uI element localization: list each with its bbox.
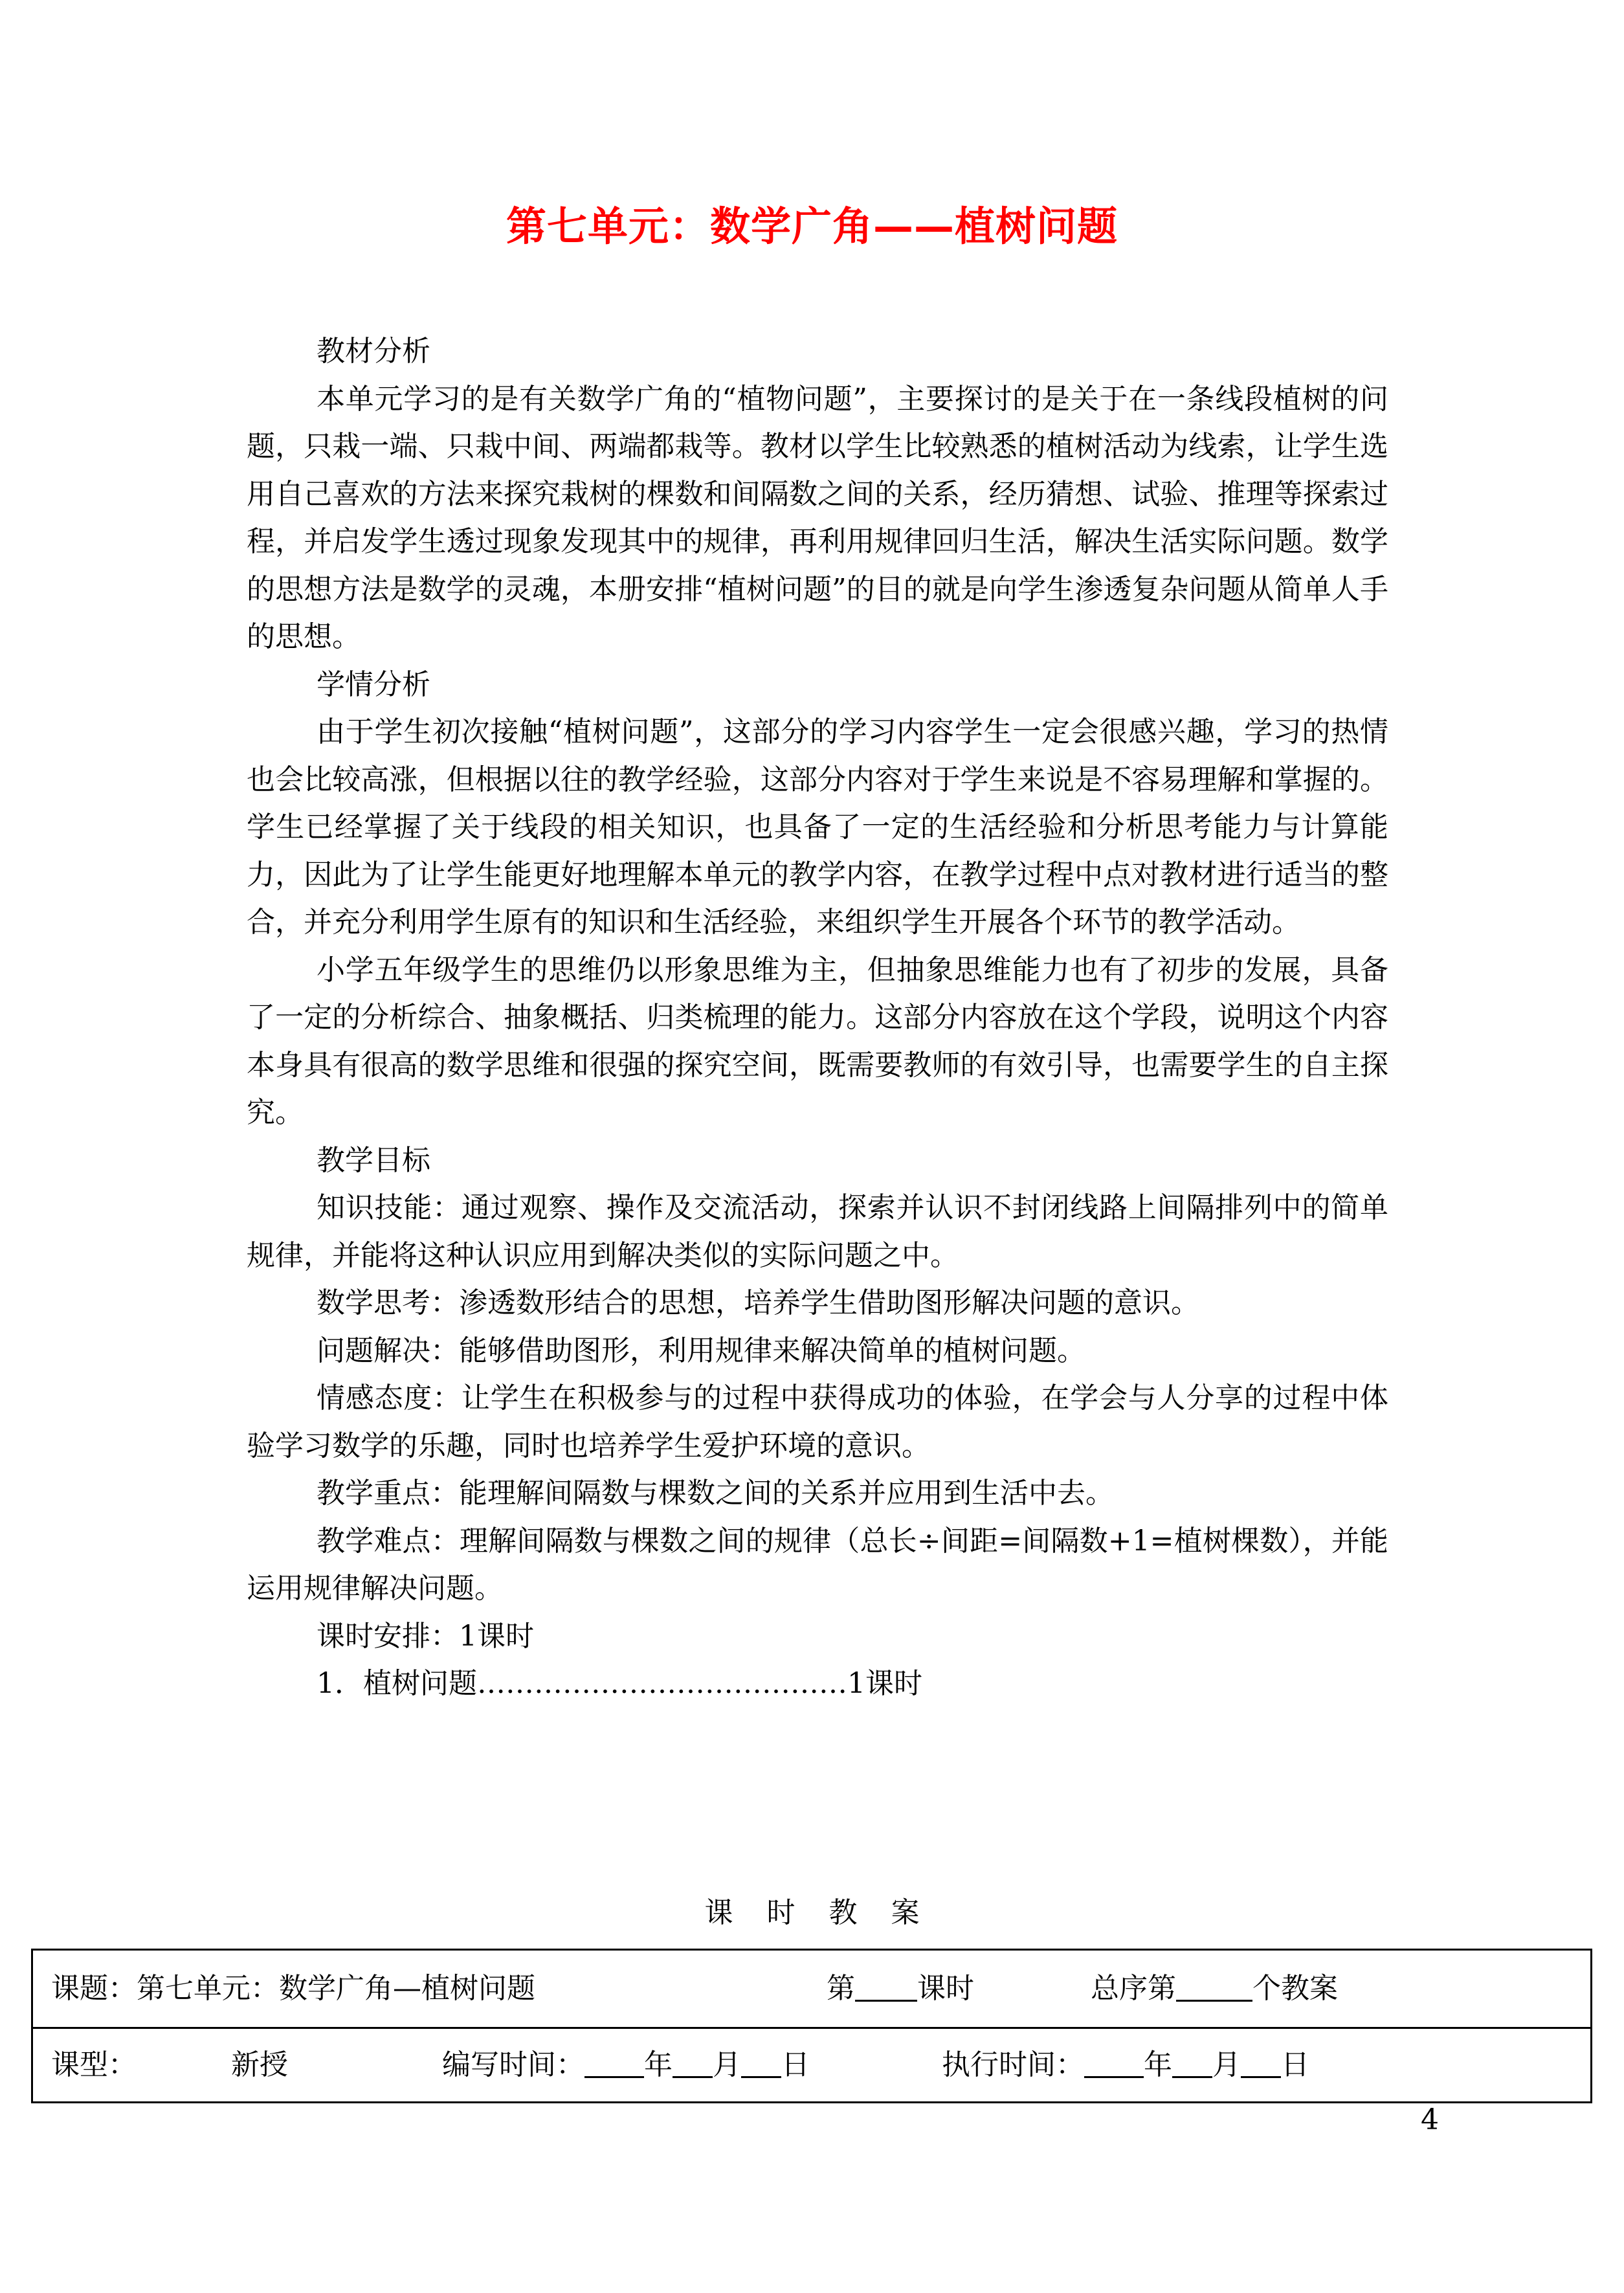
lesson-sequence-prefix: 总序第 — [1091, 1972, 1176, 2005]
executed-date-label: 执行时间： — [942, 2048, 1084, 2081]
written-month-blank — [673, 2050, 713, 2078]
paragraph-textbook-analysis: 本单元学习的是有关数学广角的“植物问题”，主要探讨的是关于在一条线段植树的问题，只栽一端、只栽中间、两端都栽等。教材以学生比较熟悉的植树活动为线索，让学生选用自己喜欢的方法来探究栽树的棵数和间隔数之间的关系，经历猜想、试验、推理等探索过程，并启发学生透过现象发现其中的规律，再利用规律回归生活，解决生活实际问题。数学的思想方法是数学的灵魂，本册安排“植树问题”的目的就是向学生渗透复杂问题从简单人手的思想。 — [247, 382, 1388, 653]
lesson-number-prefix: 第 — [827, 1972, 855, 2005]
lesson-sequence-field — [1091, 1951, 1338, 2027]
executed-day-blank — [1241, 2050, 1281, 2078]
written-year-blank — [584, 2050, 644, 2078]
lesson-plan-caption: 课时教案 — [704, 1896, 953, 1929]
section-heading-student-analysis: 学情分析 — [317, 667, 430, 701]
lesson-plan-row-dates — [33, 2027, 1590, 2101]
paragraph-difficult-points: 教学难点：理解间隔数与棵数之间的规律（总长÷间距=间隔数+1=植树棵数），并能运用规律解决问题。 — [247, 1524, 1388, 1605]
paragraph-key-points: 教学重点：能理解间隔数与棵数之间的关系并应用到生活中去。 — [317, 1477, 1114, 1510]
paragraph-student-analysis-2: 小学五年级学生的思维仍以形象思维为主，但抽象思维能力也有了初步的发展，具备了一定的分析综合、抽象概括、归类梳理的能力。这部分内容放在这个学段，说明这个内容本身具有很高的数学思维和很强的探究空间，既需要教师的有效引导，也需要学生的自主探究。 — [247, 953, 1388, 1129]
toc-item: 植树问题 — [363, 1667, 477, 1700]
executed-date-field — [942, 2029, 1309, 2101]
lesson-type-label: 课型： — [51, 2048, 137, 2081]
executed-day-unit: 日 — [1281, 2048, 1309, 2081]
executed-month-blank — [1172, 2050, 1212, 2078]
paragraph-attitude: 情感态度：让学生在积极参与的过程中获得成功的体验，在学会与人分享的过程中体验学习数学的乐趣，同时也培养学生爱护环境的意识。 — [247, 1381, 1388, 1462]
paragraph-problem-solving: 问题解决：能够借助图形，利用规律来解决简单的植树问题。 — [317, 1334, 1085, 1367]
lesson-sequence-blank — [1176, 1974, 1252, 2002]
lesson-type-value: 新授 — [231, 2048, 288, 2081]
lesson-number-suffix: 课时 — [917, 1972, 974, 2005]
toc-number: 1． — [317, 1667, 363, 1700]
schedule-heading: 课时安排：1课时 — [317, 1619, 534, 1653]
executed-year-unit: 年 — [1144, 2048, 1172, 2081]
lesson-topic: 课题：第七单元：数学广角—植树问题 — [51, 1972, 535, 2005]
written-month-unit: 月 — [713, 2048, 741, 2081]
written-year-unit: 年 — [644, 2048, 673, 2081]
written-date-label: 编写时间： — [442, 2048, 584, 2081]
executed-month-unit: 月 — [1212, 2048, 1241, 2081]
section-heading-textbook-analysis: 教材分析 — [317, 335, 430, 368]
lesson-plan-row-topic — [33, 1951, 1590, 2027]
paragraph-knowledge-skills: 知识技能：通过观察、操作及交流活动，探索并认识不封闭线路上间隔排列中的简单规律，并能将这种认识应用到解决类似的实际问题之中。 — [247, 1191, 1388, 1272]
toc-leader: ………………………………… — [477, 1667, 847, 1700]
document-body — [247, 328, 1388, 1708]
executed-year-blank — [1084, 2050, 1144, 2078]
toc-value: 1课时 — [847, 1667, 922, 1700]
written-date-field — [442, 2029, 810, 2101]
section-heading-teaching-goals: 教学目标 — [317, 1143, 430, 1177]
lesson-plan-table — [31, 1949, 1592, 2103]
lesson-number-blank — [855, 1974, 917, 2002]
written-day-unit: 日 — [781, 2048, 810, 2081]
page-number: 4 — [1421, 2103, 1439, 2136]
written-day-blank — [741, 2050, 781, 2078]
document-title: 第七单元：数学广角——植树问题 — [506, 203, 1118, 250]
lesson-sequence-suffix: 个教案 — [1252, 1972, 1338, 2005]
paragraph-student-analysis-1: 由于学生初次接触“植树问题”，这部分的学习内容学生一定会很感兴趣，学习的热情也会比较高涨，但根据以往的教学经验，这部分内容对于学生来说是不容易理解和掌握的。学生已经掌握了关于线段的相关知识，也具备了一定的生活经验和分析思考能力与计算能力，因此为了让学生能更好地理解本单元的教学内容，在教学过程中点对教材进行适当的整合，并充分利用学生原有的知识和生活经验，来组织学生开展各个环节的教学活动。 — [247, 715, 1388, 939]
toc-entry — [247, 1660, 1388, 1708]
paragraph-math-thinking: 数学思考：渗透数形结合的思想，培养学生借助图形解决问题的意识。 — [317, 1286, 1199, 1319]
lesson-number-field — [827, 1951, 974, 2027]
